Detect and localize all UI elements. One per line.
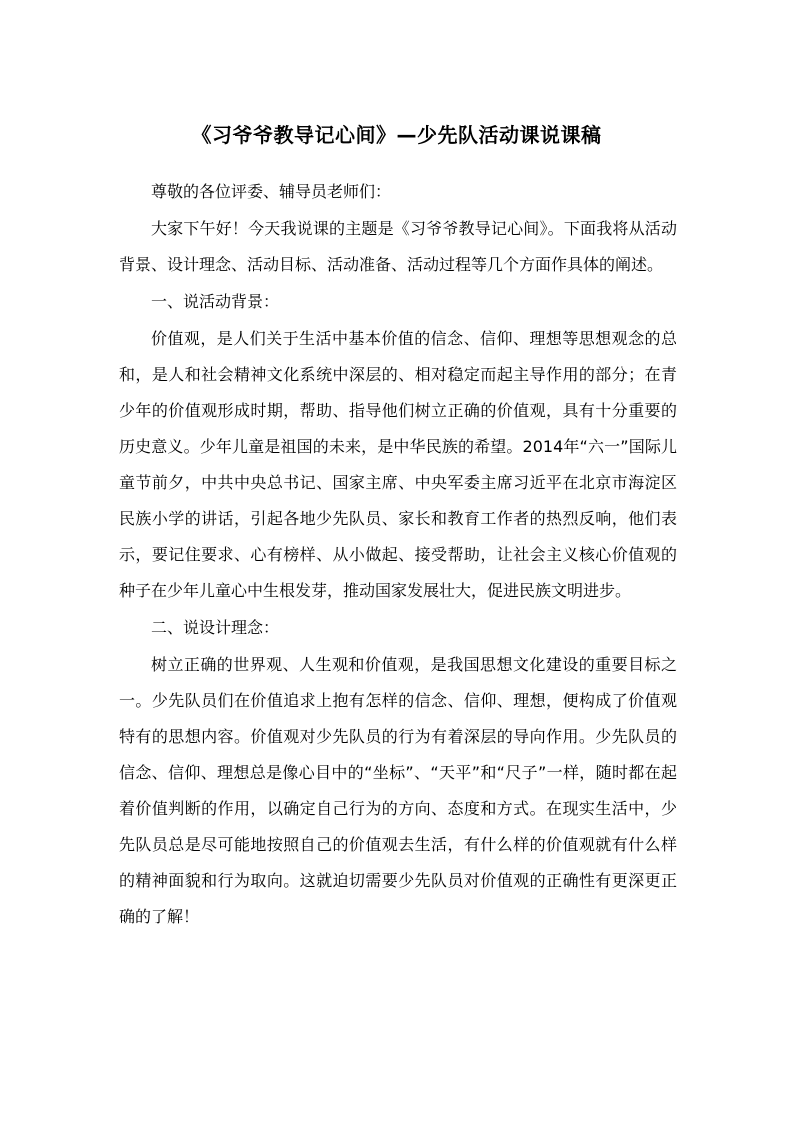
- intro-paragraph: 大家下午好！今天我说课的主题是《习爷爷教导记心间》。下面我将从活动背景、设计理念、活动目标、活动准备、活动过程等几个方面作具体的阐述。: [119, 219, 677, 274]
- document-title: 《习爷爷教导记心间》—少先队活动课说课稿: [191, 123, 602, 147]
- section-heading-background: 一、说活动背景：: [151, 292, 280, 311]
- greeting-paragraph: 尊敬的各位评委、辅导员老师们：: [151, 182, 392, 201]
- document-body: [119, 174, 677, 936]
- background-paragraph: 价值观，是人们关于生活中基本价值的信念、信仰、理想等思想观念的总和，是人和社会精神文化系统中深层的、相对稳定而起主导作用的部分；在青少年的价值观形成时期，帮助、指导他们树立正确的价值观，具有十分重要的历史意义。少年儿童是祖国的未来，是中华民族的希望。2014年“六一”国际儿童节前夕，中共中央总书记、国家主席、中央军委主席习近平在北京市海淀区民族小学的讲话，引起各地少先队员、家长和教育工作者的热烈反响，他们表示，要记住要求、心有榜样、从小做起、接受帮助，让社会主义核心价值观的种子在少年儿童心中生根发芽，推动国家发展壮大，促进民族文明进步。: [119, 329, 677, 600]
- design-concept-paragraph: 树立正确的世界观、人生观和价值观，是我国思想文化建设的重要目标之一。少先队员们在价值追求上抱有怎样的信念、信仰、理想，便构成了价值观特有的思想内容。价值观对少先队员的行为有着深层的导向作用。少先队员的信念、信仰、理想总是像心目中的“坐标”、“天平”和“尺子”一样，随时都在起着价值判断的作用，以确定自己行为的方向、态度和方式。在现实生活中，少先队员总是尽可能地按照自己的价值观去生活，有什么样的价值观就有什么样的精神面貌和行为取向。这就迫切需要少先队员对价值观的正确性有更深更正确的了解！: [119, 655, 677, 926]
- section-heading-design-concept: 二、说设计理念：: [151, 618, 280, 637]
